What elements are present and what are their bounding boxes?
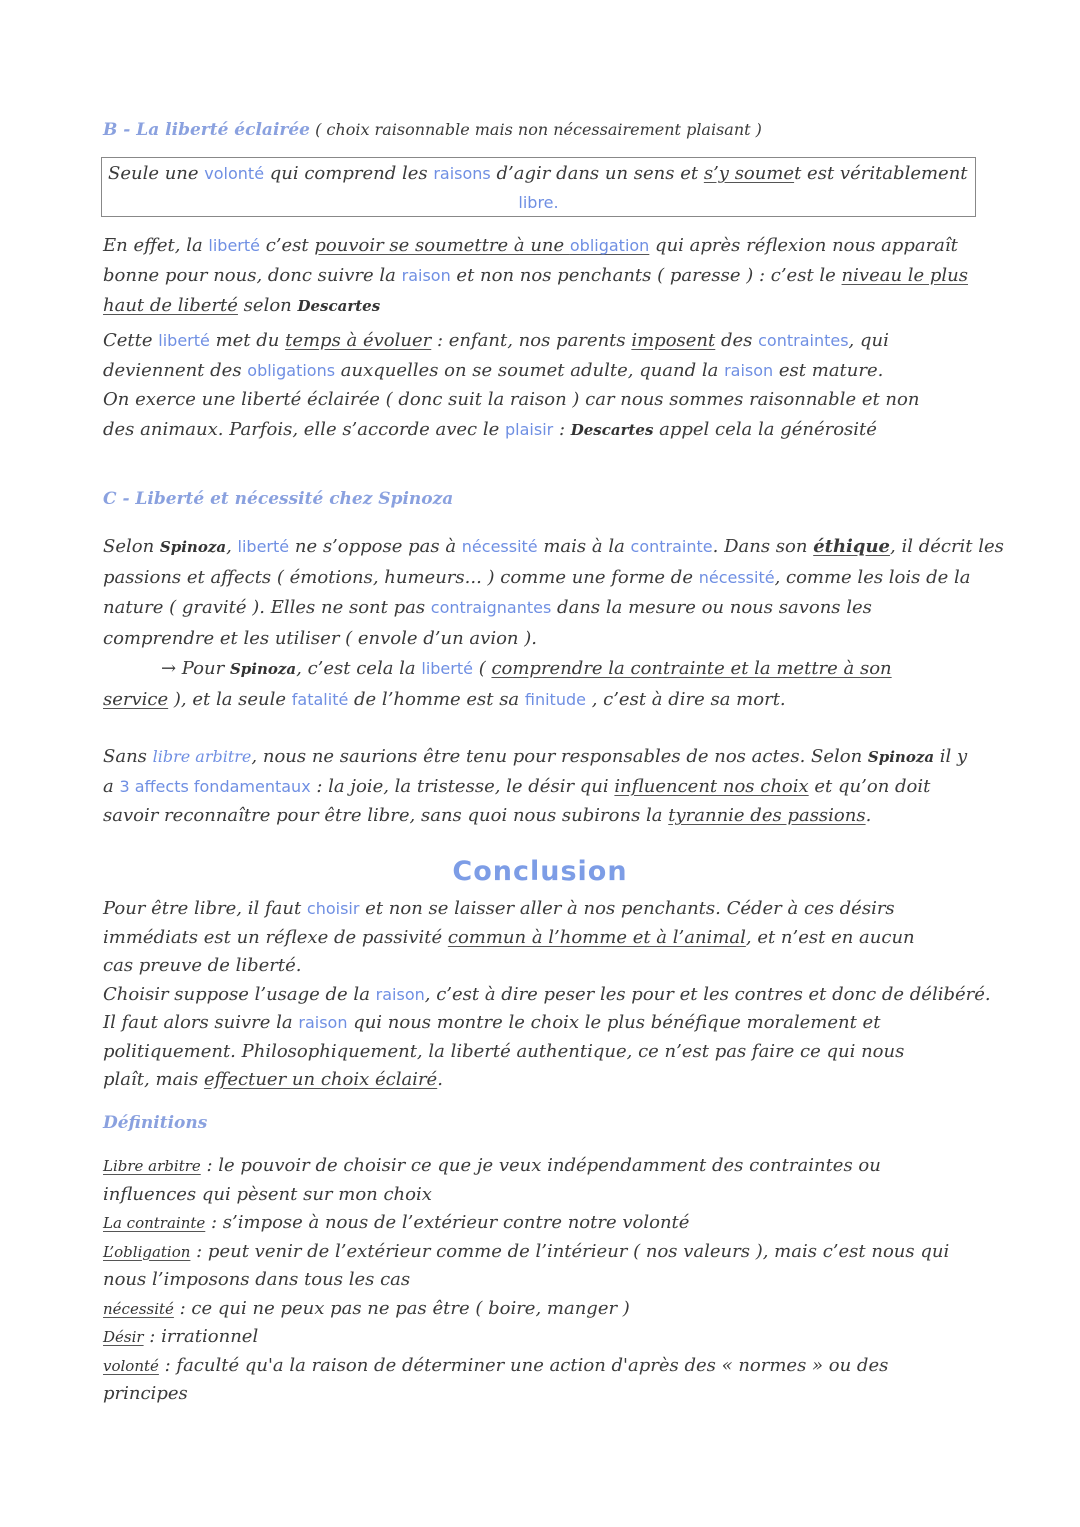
- keyword: libre.: [518, 193, 559, 212]
- underlined-text: commun à l’homme et à l’animal: [447, 926, 746, 948]
- underlined-text: service: [103, 688, 169, 710]
- text: ), et la seule: [168, 688, 292, 710]
- text: : irrationnel: [143, 1326, 259, 1347]
- underlined-text: pouvoir se soumettre à une: [314, 235, 570, 256]
- text: plaît, mais: [103, 1069, 204, 1090]
- definition-line: [103, 1152, 983, 1181]
- paragraph-line: [103, 563, 983, 594]
- text: , c’est à dire peser les pour et les contres et donc de délibéré.: [424, 983, 991, 1005]
- text: Choisir suppose l’usage de la: [103, 983, 376, 1005]
- text: de l’homme est sa: [348, 688, 525, 710]
- text: : ce qui ne peux pas ne pas être ( boire, manger ): [173, 1297, 630, 1319]
- text: et qu’on doit: [808, 776, 931, 797]
- text: :: [553, 418, 571, 440]
- keyword: raison: [724, 360, 774, 380]
- paragraph-line: [103, 532, 1004, 563]
- text: qui comprend les: [264, 163, 434, 184]
- definition-term: L’obligation: [103, 1242, 191, 1261]
- definition-term: volonté: [103, 1356, 159, 1375]
- paragraph-line: [103, 654, 983, 685]
- section-b-title: B - La liberté éclairée: [103, 120, 310, 140]
- definition-term: nécessité: [103, 1299, 174, 1318]
- paragraph-line: politiquement. Philosophiquement, la liberté authentique, ce n’est pas faire ce qui nous: [103, 1040, 905, 1062]
- paragraph-line: [103, 593, 983, 624]
- text: : faculté qu'a la raison de déterminer une action d'après des « normes » ou des: [158, 1354, 889, 1376]
- keyword: nécessité: [461, 537, 538, 556]
- keyword: contrainte: [630, 537, 713, 556]
- conclusion-paragraph: [103, 895, 991, 1095]
- underlined-text: tyrannie des passions: [668, 805, 866, 826]
- definitions-title: Définitions: [103, 1113, 208, 1133]
- keyword: liberté: [421, 659, 473, 678]
- text: Selon: [103, 536, 160, 557]
- text: et non nos penchants ( paresse ) : c’est le: [450, 265, 842, 286]
- keyword: libre arbitre: [152, 747, 252, 766]
- definition-line: influences qui pèsent sur mon choix: [103, 1183, 432, 1205]
- keyword: raison: [401, 266, 451, 285]
- underlined-text: niveau le plus: [841, 265, 969, 286]
- text: qui après réflexion nous apparaît: [649, 235, 958, 256]
- text: .: [437, 1069, 443, 1090]
- box-line-1: [108, 163, 968, 184]
- text: est mature.: [773, 359, 884, 381]
- paragraph-line: [103, 772, 983, 801]
- section-c-paragraph-2: [103, 742, 983, 830]
- definition-line: [103, 1323, 983, 1352]
- keyword: plaisir: [505, 419, 554, 439]
- text: dans la mesure ou nous savons les: [551, 597, 872, 618]
- definitions-list: [103, 1152, 983, 1409]
- definitions-heading: [103, 1113, 983, 1133]
- text: auxquelles on se soumet adulte, quand la: [335, 359, 725, 381]
- section-b-paragraph-2: [103, 326, 983, 445]
- text: , et n’est en aucun: [745, 926, 915, 948]
- text: ,: [226, 536, 238, 557]
- paragraph-line: [103, 924, 983, 953]
- definition-line: principes: [103, 1383, 188, 1404]
- text: savoir reconnaître pour être libre, sans quoi nous subirons la: [103, 805, 669, 826]
- text: Seule une: [108, 163, 205, 184]
- text: ne s’oppose pas à: [289, 536, 462, 557]
- text: Pour être libre, il faut: [103, 898, 307, 919]
- keyword: obligations: [247, 360, 336, 380]
- paragraph-line: [103, 685, 983, 716]
- underlined-text: influencent nos choix: [614, 776, 809, 797]
- definition-term: Libre arbitre: [103, 1157, 201, 1175]
- text: passions et affects ( émotions, humeurs... ) comme une forme de: [103, 566, 699, 588]
- paragraph-line: [103, 291, 983, 321]
- text: deviennent des: [103, 359, 248, 381]
- keyword: choisir: [306, 899, 360, 918]
- box-line-2: [102, 192, 975, 213]
- paragraph-line: [103, 356, 983, 386]
- author-name: Spinoza: [867, 748, 935, 766]
- text: met du: [209, 330, 286, 351]
- keyword: contraintes: [758, 331, 849, 350]
- author-name: Spinoza: [229, 660, 297, 678]
- paragraph-line: On exerce une liberté éclairée ( donc suit la raison ) car nous sommes raisonnable et non: [103, 389, 920, 410]
- keyword: fatalité: [291, 689, 349, 709]
- keyword: obligation: [569, 236, 650, 255]
- keyword: liberté: [208, 236, 260, 255]
- text: : le pouvoir de choisir ce que je veux indépendamment des contraintes ou: [200, 1155, 881, 1176]
- definition-line: nous l’imposons dans tous les cas: [103, 1269, 411, 1290]
- paragraph-line: [103, 261, 983, 291]
- text: : peut venir de l’extérieur comme de l’intérieur ( nos valeurs ), mais c’est nous qui: [190, 1240, 950, 1262]
- paragraph-line: [103, 742, 983, 772]
- text: (: [472, 658, 492, 679]
- paragraph-line: [103, 1066, 983, 1095]
- conclusion-title: Conclusion: [452, 856, 628, 887]
- section-c-heading: [103, 489, 983, 509]
- text: c’est: [260, 235, 315, 256]
- text: : s’impose à nous de l’extérieur contre notre volonté: [205, 1212, 690, 1233]
- underlined-text: temps à évoluer: [285, 330, 432, 351]
- paragraph-line: cas preuve de liberté.: [103, 955, 302, 976]
- text: , comme les lois de la: [774, 566, 971, 588]
- text: , nous ne saurions être tenu pour responsables de nos actes. Selon: [251, 746, 868, 767]
- underlined-text: éthique: [813, 536, 891, 557]
- paragraph-line: [103, 801, 983, 830]
- text: selon: [237, 295, 298, 316]
- text: qui nous montre le choix le plus bénéfique moralement et: [347, 1012, 881, 1033]
- text: → Pour: [161, 658, 230, 679]
- text: appel cela la générosité: [653, 418, 877, 440]
- paragraph-line: [103, 1009, 983, 1038]
- paragraph-line: [103, 415, 983, 446]
- section-b-heading: [103, 120, 983, 140]
- underlined-text: s’y soume: [703, 163, 795, 184]
- section-b-subtitle: ( choix raisonnable mais non nécessairement plaisant ): [315, 120, 762, 139]
- definition-line: [103, 1238, 983, 1267]
- definition-line: [103, 1295, 983, 1324]
- text: nature ( gravité ). Elles ne sont pas: [103, 597, 431, 618]
- text: Cette: [103, 330, 159, 351]
- paragraph-line: comprendre et les utiliser ( envole d’un avion ).: [103, 627, 537, 649]
- keyword: raison: [375, 984, 425, 1004]
- text: et non se laisser aller à nos penchants. Céder à ces désirs: [359, 898, 895, 919]
- text: , c’est à dire sa mort.: [585, 688, 786, 710]
- definition-term: Désir: [103, 1328, 144, 1346]
- text: a: [103, 776, 120, 797]
- text: bonne pour nous, donc suivre la: [103, 265, 402, 286]
- keyword: liberté: [237, 537, 290, 556]
- paragraph-line: [103, 981, 991, 1010]
- author-name: Descartes: [297, 297, 381, 315]
- paragraph-line: [103, 895, 983, 924]
- underlined-text: imposent: [631, 330, 716, 351]
- keyword: contraignantes: [430, 598, 552, 617]
- keyword: raisons: [433, 164, 491, 183]
- section-c-paragraph-1: [103, 532, 1004, 715]
- keyword: finitude: [524, 689, 586, 709]
- section-b-paragraph-1: [103, 231, 983, 321]
- underlined-text: comprendre la contrainte et la mettre à son: [491, 658, 892, 679]
- text: des: [715, 330, 759, 351]
- text: mais à la: [537, 536, 631, 557]
- text: .: [865, 805, 872, 826]
- keyword: 3 affects fondamentaux: [119, 777, 311, 796]
- text: , il décrit les: [890, 536, 1004, 557]
- keyword: raison: [298, 1013, 348, 1032]
- text: : la joie, la tristesse, le désir qui: [310, 776, 615, 797]
- text: En effet, la: [103, 235, 209, 256]
- paragraph-line: [103, 326, 983, 356]
- text: : enfant, nos parents: [431, 330, 632, 351]
- text: Il faut alors suivre la: [103, 1012, 299, 1033]
- section-c-title: C - Liberté et nécessité chez Spinoza: [103, 489, 454, 509]
- text: des animaux. Parfois, elle s’accorde avec le: [103, 418, 505, 440]
- text: immédiats est un réflexe de passivité: [103, 926, 448, 948]
- keyword: liberté: [158, 331, 210, 350]
- text: , qui: [848, 330, 889, 351]
- text: . Dans son: [712, 536, 814, 557]
- keyword: volonté: [204, 164, 265, 183]
- text: , c’est cela la: [296, 658, 422, 679]
- underlined-text: effectuer un choix éclairé: [203, 1069, 438, 1090]
- author-name: Spinoza: [159, 538, 227, 556]
- definition-box: [101, 157, 976, 217]
- definition-term: La contrainte: [103, 1214, 206, 1232]
- text: il y: [934, 746, 968, 767]
- text: Sans: [103, 746, 153, 767]
- definition-line: [103, 1209, 983, 1238]
- text: t est véritablement: [794, 163, 968, 184]
- underlined-text: haut de liberté: [103, 295, 238, 316]
- author-name: Descartes: [570, 420, 654, 439]
- paragraph-line: [103, 231, 983, 261]
- definition-line: [103, 1352, 983, 1381]
- keyword: nécessité: [698, 567, 775, 587]
- text: d’agir dans un sens et: [490, 163, 704, 184]
